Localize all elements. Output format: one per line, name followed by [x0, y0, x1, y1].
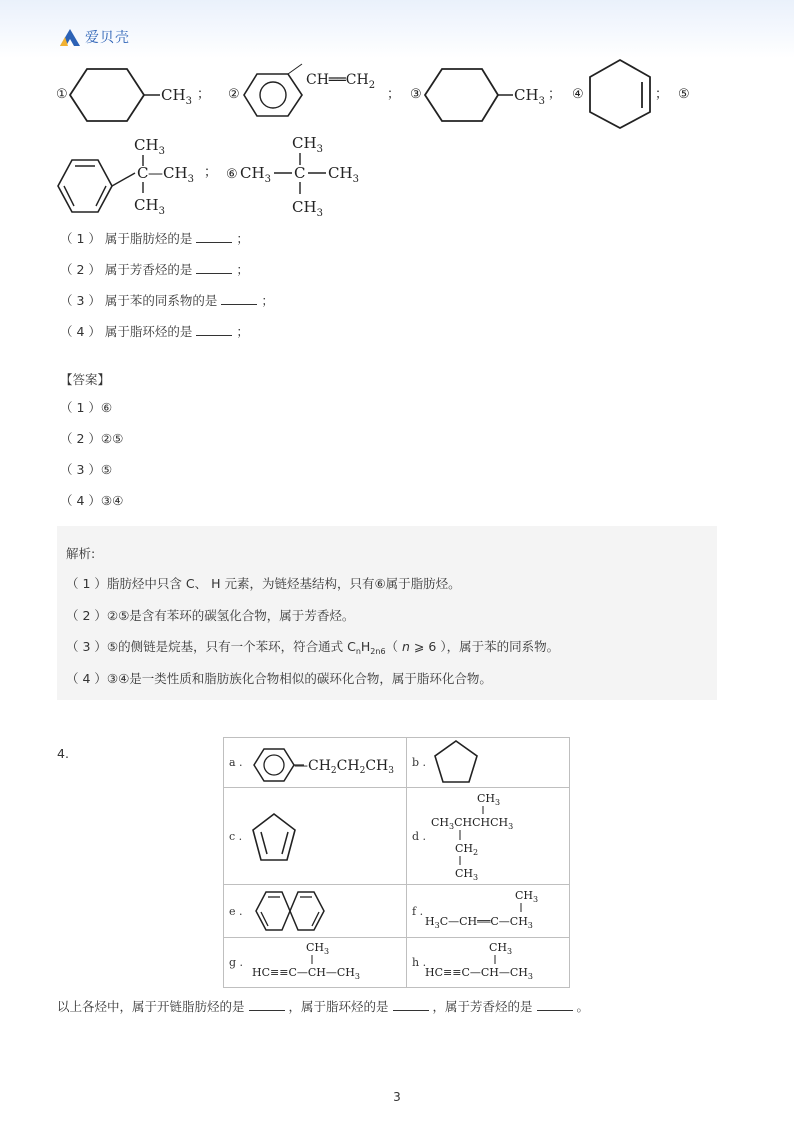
- analysis-line-2: （ 2 ）②⑤是含有苯环的碳氢化合物，属于芳香烃。: [66, 608, 355, 623]
- cell-b: b .: [407, 738, 570, 788]
- methylbutyne-structure-g: [248, 938, 406, 988]
- analysis-box: [57, 526, 717, 700]
- structure-5-center: C: [137, 164, 149, 182]
- structure-5-number: ⑤: [678, 87, 690, 102]
- question-4-text: 以上各烃中，属于开链脂肪烃的是 ，属于脂环烃的是 ，属于芳香烃的是 。: [57, 996, 589, 1015]
- cyclopentadiene-structure: [248, 788, 406, 885]
- question-list: [60, 228, 740, 352]
- structure-6-left: $CH_3$: [240, 164, 271, 185]
- answer-blank[interactable]: [249, 996, 285, 1011]
- benzene-ring-2: [244, 74, 302, 116]
- cell-a: a . $—CH_2CH_2CH_3$: [224, 738, 407, 788]
- svg-text:CH2: $CH_2$: [455, 842, 479, 857]
- answer-blank[interactable]: [196, 228, 232, 243]
- analysis-line-1: （ 1 ）脂肪烃中只含 C、 H 元素，为链烃基结构，只有⑥属于脂肪烃。: [66, 576, 461, 591]
- dimethylbutane-structure: [431, 788, 571, 885]
- answer-line: （ 4 ）③④: [60, 493, 124, 508]
- logo-mark-icon: [58, 27, 82, 47]
- structures-row-1: [52, 58, 752, 134]
- question-4-number: 4.: [57, 746, 69, 761]
- cell-d: d . $CH_3$ $CH_3CHCHCH_3$ $CH_2$ $CH_3$: [407, 788, 570, 885]
- cell-c: c .: [224, 788, 407, 885]
- hydrocarbon-table: [223, 737, 570, 988]
- question-4: （ 4 ） 属于脂环烃的是 ；: [60, 321, 740, 352]
- cyclohexane-ring-1: [70, 69, 144, 121]
- separator-5: ；: [204, 165, 218, 180]
- structure-1-number: ①: [56, 87, 68, 102]
- separator-2: ；: [387, 87, 401, 102]
- svg-text:CH3: $CH_3$: [515, 889, 539, 904]
- structure-5-bottom: $CH_3$: [134, 196, 165, 217]
- structure-6-bottom: $CH_3$: [292, 198, 323, 219]
- answer-blank[interactable]: [221, 290, 257, 305]
- svg-text:—CH2CH2CH3: $—CH_2CH_2CH_3$: [294, 758, 394, 776]
- cell-e: e .: [224, 885, 407, 938]
- svg-text:HC≡≡C—CH—CH3: $HC\equiv\equiv C—CH—CH_3$: [425, 966, 533, 981]
- question-2: （ 2 ） 属于芳香烃的是 ；: [60, 259, 740, 290]
- structure-3-substituent: $CH_3$: [514, 86, 545, 107]
- svg-text:CH3CHCHCH3: $CH_3CHCHCH_3$: [431, 816, 514, 831]
- svg-text:H3C—CH══C—CH3: $H_3C—CH══C—CH_3$: [425, 915, 533, 930]
- answer-blank[interactable]: [196, 259, 232, 274]
- logo: [58, 26, 130, 48]
- analysis-line-3: （ 3 ）⑤的侧链是烷基，只有一个苯环，符合通式 $C_nH_{2n6}$（ n ⩾ 6 ），属于苯的同系物。: [66, 639, 560, 656]
- cell-g: g . $CH_3$ $HC\equiv\equiv C—CH—CH_3$: [224, 938, 407, 988]
- structure-6-top: $CH_3$: [292, 134, 323, 155]
- separator-3: ；: [548, 87, 562, 102]
- cell-h: h . $CH_3$ $HC\equiv\equiv C—CH—CH_3$: [407, 938, 570, 988]
- svg-text:CH3: $CH_3$: [455, 867, 479, 882]
- benzene-ring-5: [58, 160, 112, 212]
- cyclohexane-ring-3: [425, 69, 498, 121]
- methylbutyne-structure-h: [425, 938, 571, 988]
- structure-6-right: $CH_3$: [328, 164, 359, 185]
- svg-text:CH3: $CH_3$: [477, 792, 501, 807]
- answer-blank[interactable]: [537, 996, 573, 1011]
- cyclohexene-ring-4: [590, 60, 650, 128]
- svg-text:CH3: $CH_3$: [489, 941, 513, 956]
- analysis-line-4: （ 4 ）③④是一类性质和脂肪族化合物相似的碳环化合物，属于脂环化合物。: [66, 671, 492, 686]
- page-number: 3: [393, 1090, 401, 1104]
- logo-text: 爱贝壳: [85, 30, 130, 46]
- answer-line: （ 3 ）⑤: [60, 462, 113, 477]
- propylbenzene-structure: [248, 738, 406, 788]
- structure-4-number: ④: [572, 87, 584, 102]
- separator-1: ；: [197, 87, 211, 102]
- answer-line: （ 1 ）⑥: [60, 400, 113, 415]
- question-1: （ 1 ） 属于脂肪烃的是 ；: [60, 228, 740, 259]
- svg-text:CH3: $CH_3$: [306, 941, 330, 956]
- answer-title: 【答案】: [60, 372, 111, 387]
- structure-6-number: ⑥: [226, 167, 238, 182]
- structures-row-2: [52, 130, 382, 222]
- answer-blank[interactable]: [196, 321, 232, 336]
- question-3: （ 3 ） 属于苯的同系物的是 ；: [60, 290, 740, 321]
- analysis-title: 解析:: [66, 546, 96, 561]
- answer-list: [60, 398, 123, 522]
- structure-1-substituent: $CH_3$: [161, 86, 192, 107]
- structure-5-top: $CH_3$: [134, 136, 165, 157]
- cell-f: f . $CH_3$ $H_3C—CH══C—CH_3$: [407, 885, 570, 938]
- answer-blank[interactable]: [393, 996, 429, 1011]
- structure-6-center: C: [294, 164, 306, 182]
- structure-5-right: $—CH_3$: [148, 164, 194, 185]
- structure-3-number: ③: [410, 87, 422, 102]
- naphthalene-structure: [248, 885, 406, 938]
- cyclopentane-structure: [431, 738, 551, 788]
- structure-2-number: ②: [228, 87, 240, 102]
- answer-line: （ 2 ）②⑤: [60, 431, 124, 446]
- svg-text:HC≡≡C—CH—CH3: $HC\equiv\equiv C—CH—CH_3$: [252, 966, 360, 981]
- methylbutene-structure: [425, 885, 571, 938]
- structure-2-chain: $CH══CH_2$: [306, 72, 376, 91]
- separator-4: ；: [655, 87, 669, 102]
